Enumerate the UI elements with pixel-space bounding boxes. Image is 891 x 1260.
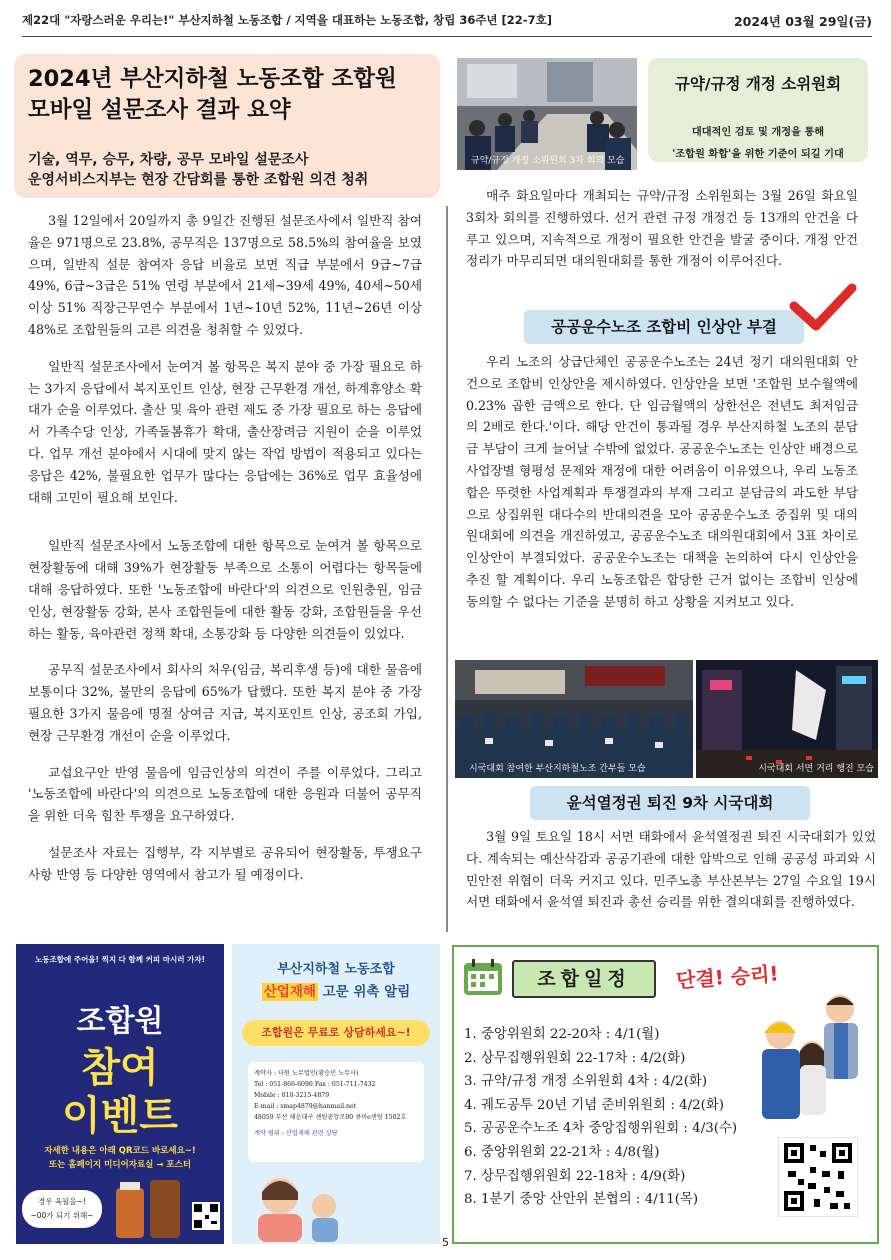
paragraph: 3월 12일에서 20일까지 총 9일간 진행된 설문조사에서 일반직 참여율은 971명으로 23.8%, 공무직은 137명으로 58.5%의 참여율을 보였으며, 일반직 설문 참여자 응답 비율로 보면 직급 부분에서 9급~7급 49%, 6급~3급은 51% 연령 부분에서 21세~39세 49%, 40세~50세 이상 51% 직장근무연수 부분에서 1년~10년 52%, 11년~26년 이상 48%로 조합원들의 고른 의견을 청취할 수 있었다. <box>28 213 422 337</box>
poster-notice-title: 산업재해 고문 위촉 알림 <box>263 984 411 1000</box>
poster-union-name: 부산지하철 노동조합 <box>277 962 395 977</box>
page-number: 5 <box>442 1236 449 1249</box>
column-divider <box>446 206 448 932</box>
committee-title: 규약/규정 개정 소위원회 <box>674 75 842 93</box>
schedule-slogan: 단결! 승리! <box>675 961 780 993</box>
main-article-title: 2024년 부산지하철 노동조합 조합원 모바일 설문조사 결과 요약 <box>28 66 397 123</box>
issue-date: 2024년 03월 29일(금) <box>733 14 872 29</box>
paragraph: 공무직 설문조사에서 회사의 처우(임금, 복리후생 등)에 대한 물음에 보통이다 32%, 불만의 응답에 65%가 답했다. 또한 복지 분야 중 가장 필요한 3가지 물음에 명절 상여금 지급, 복지포인트 인상, 공조회 가입, 현장 근무환경 개선이 순을 이루었다. <box>28 662 422 743</box>
committee-headline-box <box>648 58 868 162</box>
committee-article-body <box>466 185 858 272</box>
poster-top-banner: 노동조합에 주어올! 찍지 다 함께 커피 마시러 가자! <box>34 955 206 964</box>
coffee-drinks-image <box>112 1176 188 1242</box>
committee-subtitle: 대대적인 검토 및 개정을 통해 '조합원 화합'을 위한 기준이 되길 기대 <box>672 127 844 160</box>
rally-photo-right <box>696 660 878 778</box>
schedule-heading: 조합일정 <box>512 960 656 998</box>
member-event-poster[interactable] <box>16 944 224 1244</box>
masthead-title: 제22대 "자랑스러운 우리는!" 부산지하철 노동조합 / 지역을 대표하는 노동조합, 창립 36주년 [22-7호] <box>22 13 552 27</box>
paragraph: 우리 노조의 상급단체인 공공운수노조는 24년 정기 대의원대회 안건으로 조합비 인상안을 제시하였다. 인상안을 보면 '조합원 보수월액에 0.23% 곱한 금액으로 한다. 단 임금월액의 상한선은 전년도 최저임금의 2배로 한다.'이다. 해당 안건이 통과될 경우 부산지하철 노조의 분담금 부담이 크게 늘어날 수밖에 없었다. 공공운수노조는 인상안 배경으로 사업장별 형평성 문제와 재정에 대한 어려움이 이유였으나, 우리 노동조합은 뚜렷한 사업계획과 투쟁결과의 부재 그리고 분담금의 과도한 부담으로 상집위원 대다수의 반대의견을 모아 공공운수노조 중집위 및 대의원대회에 의견을 개진하였고, 공공운수노조 대의원대회에서 3표 차이로 인상안이 부결되었다. 공공운수노조는 대책을 논의하여 다시 인상안을 추진 할 계획이다. 우리 노동조합은 합당한 근거 없이는 조합비 인상에 동의할 수 없다는 기준을 분명히 하고 상황을 지켜보고 있다. <box>466 354 858 609</box>
main-article-subtitle: 기술, 역무, 승무, 차량, 공무 모바일 설문조사 운영서비스지부는 현장 간담회를 통한 조합원 의견 청취 <box>28 152 369 188</box>
list-item: 6. 중앙위원회 22-21차 : 4/8(월) <box>464 1144 660 1160</box>
main-article-body <box>28 210 422 886</box>
poster-contact-card: 계약자 : 더원 노무법인(황승민 노무사) Tel : 051-866-6090 Fax : 051-711-7432 Mobile : 010-3215-4879 E-mail : smap4879@hanmail.net 48059 부산 해운대구 센텀중앙로90 큐비e센텀 1502호 계약 범위 : 산업재해 관련 상담 <box>248 1062 424 1162</box>
schedule-list <box>464 1023 737 1212</box>
poster-desc-1: 자세한 내용은 아래 QR코드 바로세요~! <box>44 1146 196 1156</box>
poster-slogan: 조합원은 무료로 상담하세요~! <box>242 1020 430 1046</box>
list-item: 1. 중앙위원회 22-20차 : 4/1(월) <box>464 1027 660 1042</box>
paragraph: 설문조사 자료는 집행부, 각 지부별로 공유되어 현장활동, 투쟁요구사항 반영 등 다양한 영역에서 참고가 될 예정이다. <box>28 844 422 882</box>
calendar-icon <box>462 957 504 997</box>
poster-bubble: 경우 육필을~! ~00가 되기 위해~ <box>22 1190 102 1228</box>
photo-caption: 시국대회 서면 거리 행진 모습 <box>758 764 874 774</box>
paragraph: 일반직 설문조사에서 눈여겨 볼 항목은 복지 분야 중 가장 필요로 하는 3가지 응답에서 복지포인트 인상, 현장 근무환경 개선, 하계휴양소 확대가 순을 이루었다. 출산 및 육아 관련 제도 중 가장 필요로 하는 응답에서 가족수당 인상, 가족돌봄휴가 확대, 출산장려금 지원이 순을 이루었다. 업무 개선 분야에서 시대에 맞지 않는 작업 방법이 적용되고 있다는 응답은 42%, 불필요한 업무가 많다는 응답에는 36%로 업무 효율성에 대해 고민이 필요해 보인다. <box>28 358 422 505</box>
photo-caption: 규약/규정 개정 소위원회 3차 회의 모습 <box>471 156 625 166</box>
poster-event-title-1: 조합원 <box>76 1004 164 1039</box>
union-fee-heading <box>524 310 804 344</box>
poster-event-title-3: 이벤트 <box>62 1093 178 1139</box>
committee-meeting-photo <box>457 58 637 170</box>
list-item: 8. 1분기 중앙 산안위 본협의 : 4/11(목) <box>464 1192 699 1208</box>
paragraph: 교섭요구안 반영 물음에 임금인상의 의견이 주를 이루었다. 그리고 '노동조합에 바란다'의 의견으로 노동조합에 대한 응원과 더불어 공무직을 위한 더욱 힘찬 투쟁을 요구하였다. <box>28 764 422 824</box>
rally-heading <box>530 786 810 820</box>
workers-illustration <box>750 987 872 1137</box>
poster-event-title-2: 참여 <box>81 1045 159 1091</box>
photo-caption: 시국대회 참여한 부산지하철노조 간부들 모습 <box>469 764 646 774</box>
rally-article-body <box>466 826 876 913</box>
paragraph: 일반직 설문조사에서 노동조합에 대한 항목으로 눈여겨 볼 항목으로 현장활동에 대해 39%가 현장활동 부족으로 소통이 어렵다는 항목들에 대해 응답하였다. 또한 '노동조합에 바란다'의 의견으로 인원충원, 임금인상, 현장활동 강화, 본사 조합원들에 대한 활동 강화, 조합원들을 우선하는 활동, 육아관련 정책 확대, 소통강화 등 다양한 의견들이 있었다. <box>28 538 422 641</box>
qr-code-icon[interactable] <box>778 1137 858 1217</box>
list-item: 5. 공공운수노조 4차 중앙집행위원회 : 4/3(수) <box>464 1121 738 1137</box>
industrial-accident-advisor-poster[interactable] <box>232 944 440 1244</box>
main-article-title-box <box>14 54 440 198</box>
paragraph: 매주 화요일마다 개최되는 규약/규정 소위원회는 3월 26일 화요일 3회차 회의를 진행하였다. 선거 관련 규정 개정건 등 13개의 안건을 다루고 있으며, 지속적으로 개정이 필요한 안건을 발굴 중이다. 개정 안건 정리가 마무리되면 대의원대회를 통한 개정이 이루어진다. <box>466 188 858 269</box>
union-schedule-box <box>452 945 879 1244</box>
rally-photo-left <box>455 660 693 778</box>
masthead <box>22 6 872 37</box>
worried-person-illustration <box>240 1166 350 1242</box>
union-fee-article-body <box>466 351 858 613</box>
rally-heading-text: 윤석열정권 퇴진 9차 시국대회 <box>566 794 774 812</box>
check-mark-icon <box>788 282 858 334</box>
list-item: 3. 규약/규정 개정 소위원회 4차 : 4/2(화) <box>464 1074 708 1090</box>
qr-code-icon[interactable] <box>192 1202 220 1230</box>
poster-desc-2: 또는 홈페이지 미디어자료실 → 포스터 <box>48 1160 192 1170</box>
paragraph: 3월 9일 토요일 18시 서면 태화에서 윤석열정권 퇴진 시국대회가 있었다. 계속되는 예산삭감과 공공기관에 대한 압박으로 인해 공공성 파괴와 시민안전 위협이 더욱 커지고 있다. 민주노총 부산본부는 27일 수요일 19시 서면 태화에서 윤석열 퇴진과 총선 승리를 위한 결의대회를 진행하였다. <box>466 829 876 910</box>
list-item: 4. 궤도공투 20년 기념 준비위원회 : 4/2(화) <box>464 1097 725 1113</box>
list-item: 2. 상무집행위원회 22-17차 : 4/2(화) <box>464 1050 686 1066</box>
list-item: 7. 상무집행위원회 22-18차 : 4/9(화) <box>464 1168 686 1184</box>
union-fee-heading-text: 공공운수노조 조합비 인상안 부결 <box>551 318 777 336</box>
